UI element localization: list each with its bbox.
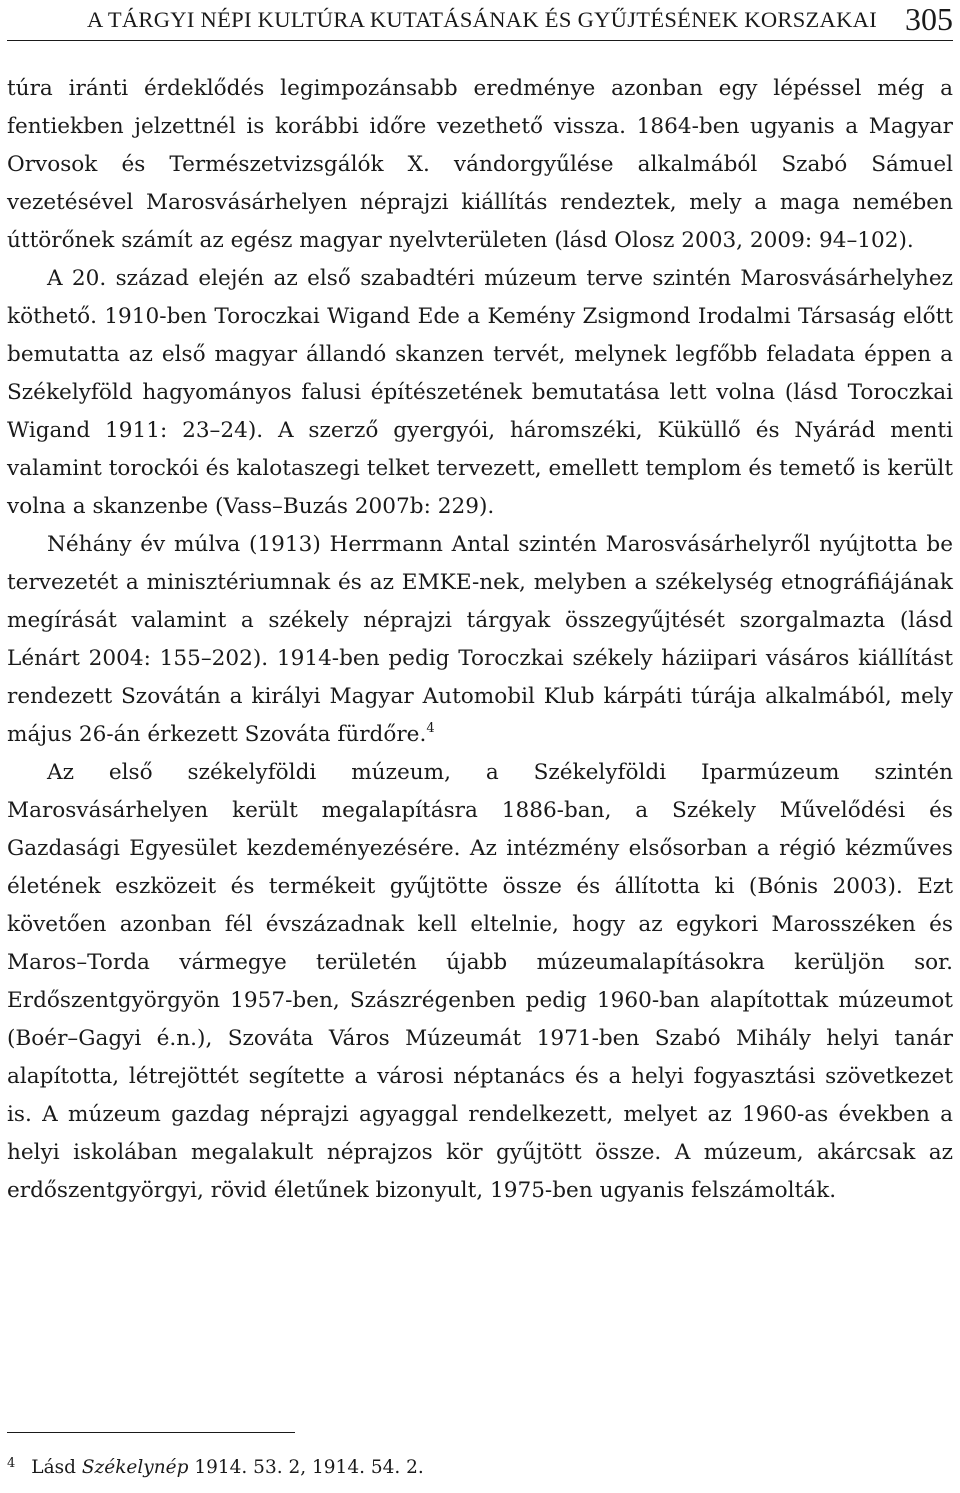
footnote-divider [7,1432,295,1433]
footnote-reference[interactable]: 4 [426,721,435,736]
paragraph-3-text: Néhány év múlva (1913) Herrmann Antal szintén Marosvásárhelyről nyújtotta be tervezetét a minisztériumnak és az EMKE-nek, melyben a székelység etnográfiájának megírását valamint a székely néprajzi tárgyak összegyűjtését szorgalmazta (lásd Lénárt 2004: 155–202). 1914-ben pedig Toroczkai székely háziipari vásáros kiállítást rendezett Szovátán a királyi Magyar Automobil Klub kárpáti túrája alkalmából, mely május 26-án érkezett Szováta fürdőre. [7,532,953,747]
running-header-title: A TÁRGYI NÉPI KULTÚRA KUTATÁSÁNAK ÉS GYŰJTÉSÉNEK KORSZAKAI [87,7,877,32]
paragraph-2: A 20. század elején az első szabadtéri múzeum terve szintén Marosvásárhelyhez köthető. 1910-ben Toroczkai Wigand Ede a Kemény Zsigmond Irodalmi Társaság előtt bemutatta az első magyar állandó skanzen tervét, melynek legfőbb feladata éppen a Székelyföld hagyományos falusi építészetének bemutatása lett volna (lásd Toroczkai Wigand 1911: 23–24). A szerző gyergyói, háromszéki, Küküllő és Nyárád menti valamint torockói és kalotaszegi telket tervezett, emellett templom és temető is került volna a skanzenbe (Vass–Buzás 2007b: 229). [7,266,953,519]
footnote-title: Székelynép [81,1457,189,1478]
paragraph-4: Az első székelyföldi múzeum, a Székelyföldi Iparmúzeum szintén Marosvásárhelyen került megalapításra 1886-ban, a Székely Művelődési és Gazdasági Egyesület kezdeményezésére. Az intézmény elsősorban a régió kézműves életének eszközeit és termékeit gyűjtötte össze és állította ki (Bónis 2003). Ezt követően azonban fél évszázadnak kell eltelnie, hogy az egykori Marosszéken és Maros–Torda vármegye területén újabb múzeumalapításokra kerüljön sor. Erdőszentgyörgyön 1957-ben, Szászrégenben pedig 1960-ban alapítottak múzeumot (Boér–Gagyi é.n.), Szováta Város Múzeumát 1971-ben Szabó Mihály helyi tanár alapította, létrejöttét segítette a városi néptanács és a helyi fogyasztási szövetkezet is. A múzeum gazdag néprajzi agyaggal rendelkezett, melyet az 1960-as években a helyi iskolában megalakult néprajzos kör gyűjtött össze. A múzeum, akárcsak az erdőszentgyörgyi, rövid életűnek bizonyult, 1975-ben ugyanis felszámolták. [7,760,953,1203]
body-text [7,70,953,1210]
page-number: 305 [905,1,953,37]
footnote-suffix: 1914. 53. 2, 1914. 54. 2. [194,1457,424,1478]
running-header [7,1,953,41]
footnote-prefix: Lásd [31,1457,76,1478]
document-page [7,0,953,1478]
footnote [7,1456,424,1478]
footnote-mark: 4 [7,1456,16,1471]
paragraph-1: túra iránti érdeklődés legimpozánsabb eredménye azonban egy lépéssel még a fentiekben jelzettnél is korábbi időre vezethető vissza. 1864-ben ugyanis a Magyar Orvosok és Természetvizsgálók X. vándorgyűlése alkalmából Szabó Sámuel vezetésével Marosvásárhelyen néprajzi kiállítás rendeztek, mely a maga nemében úttörőnek számít az egész magyar nyelvterületen (lásd Olosz 2003, 2009: 94–102). [7,76,953,253]
paragraph-3 [7,526,953,754]
